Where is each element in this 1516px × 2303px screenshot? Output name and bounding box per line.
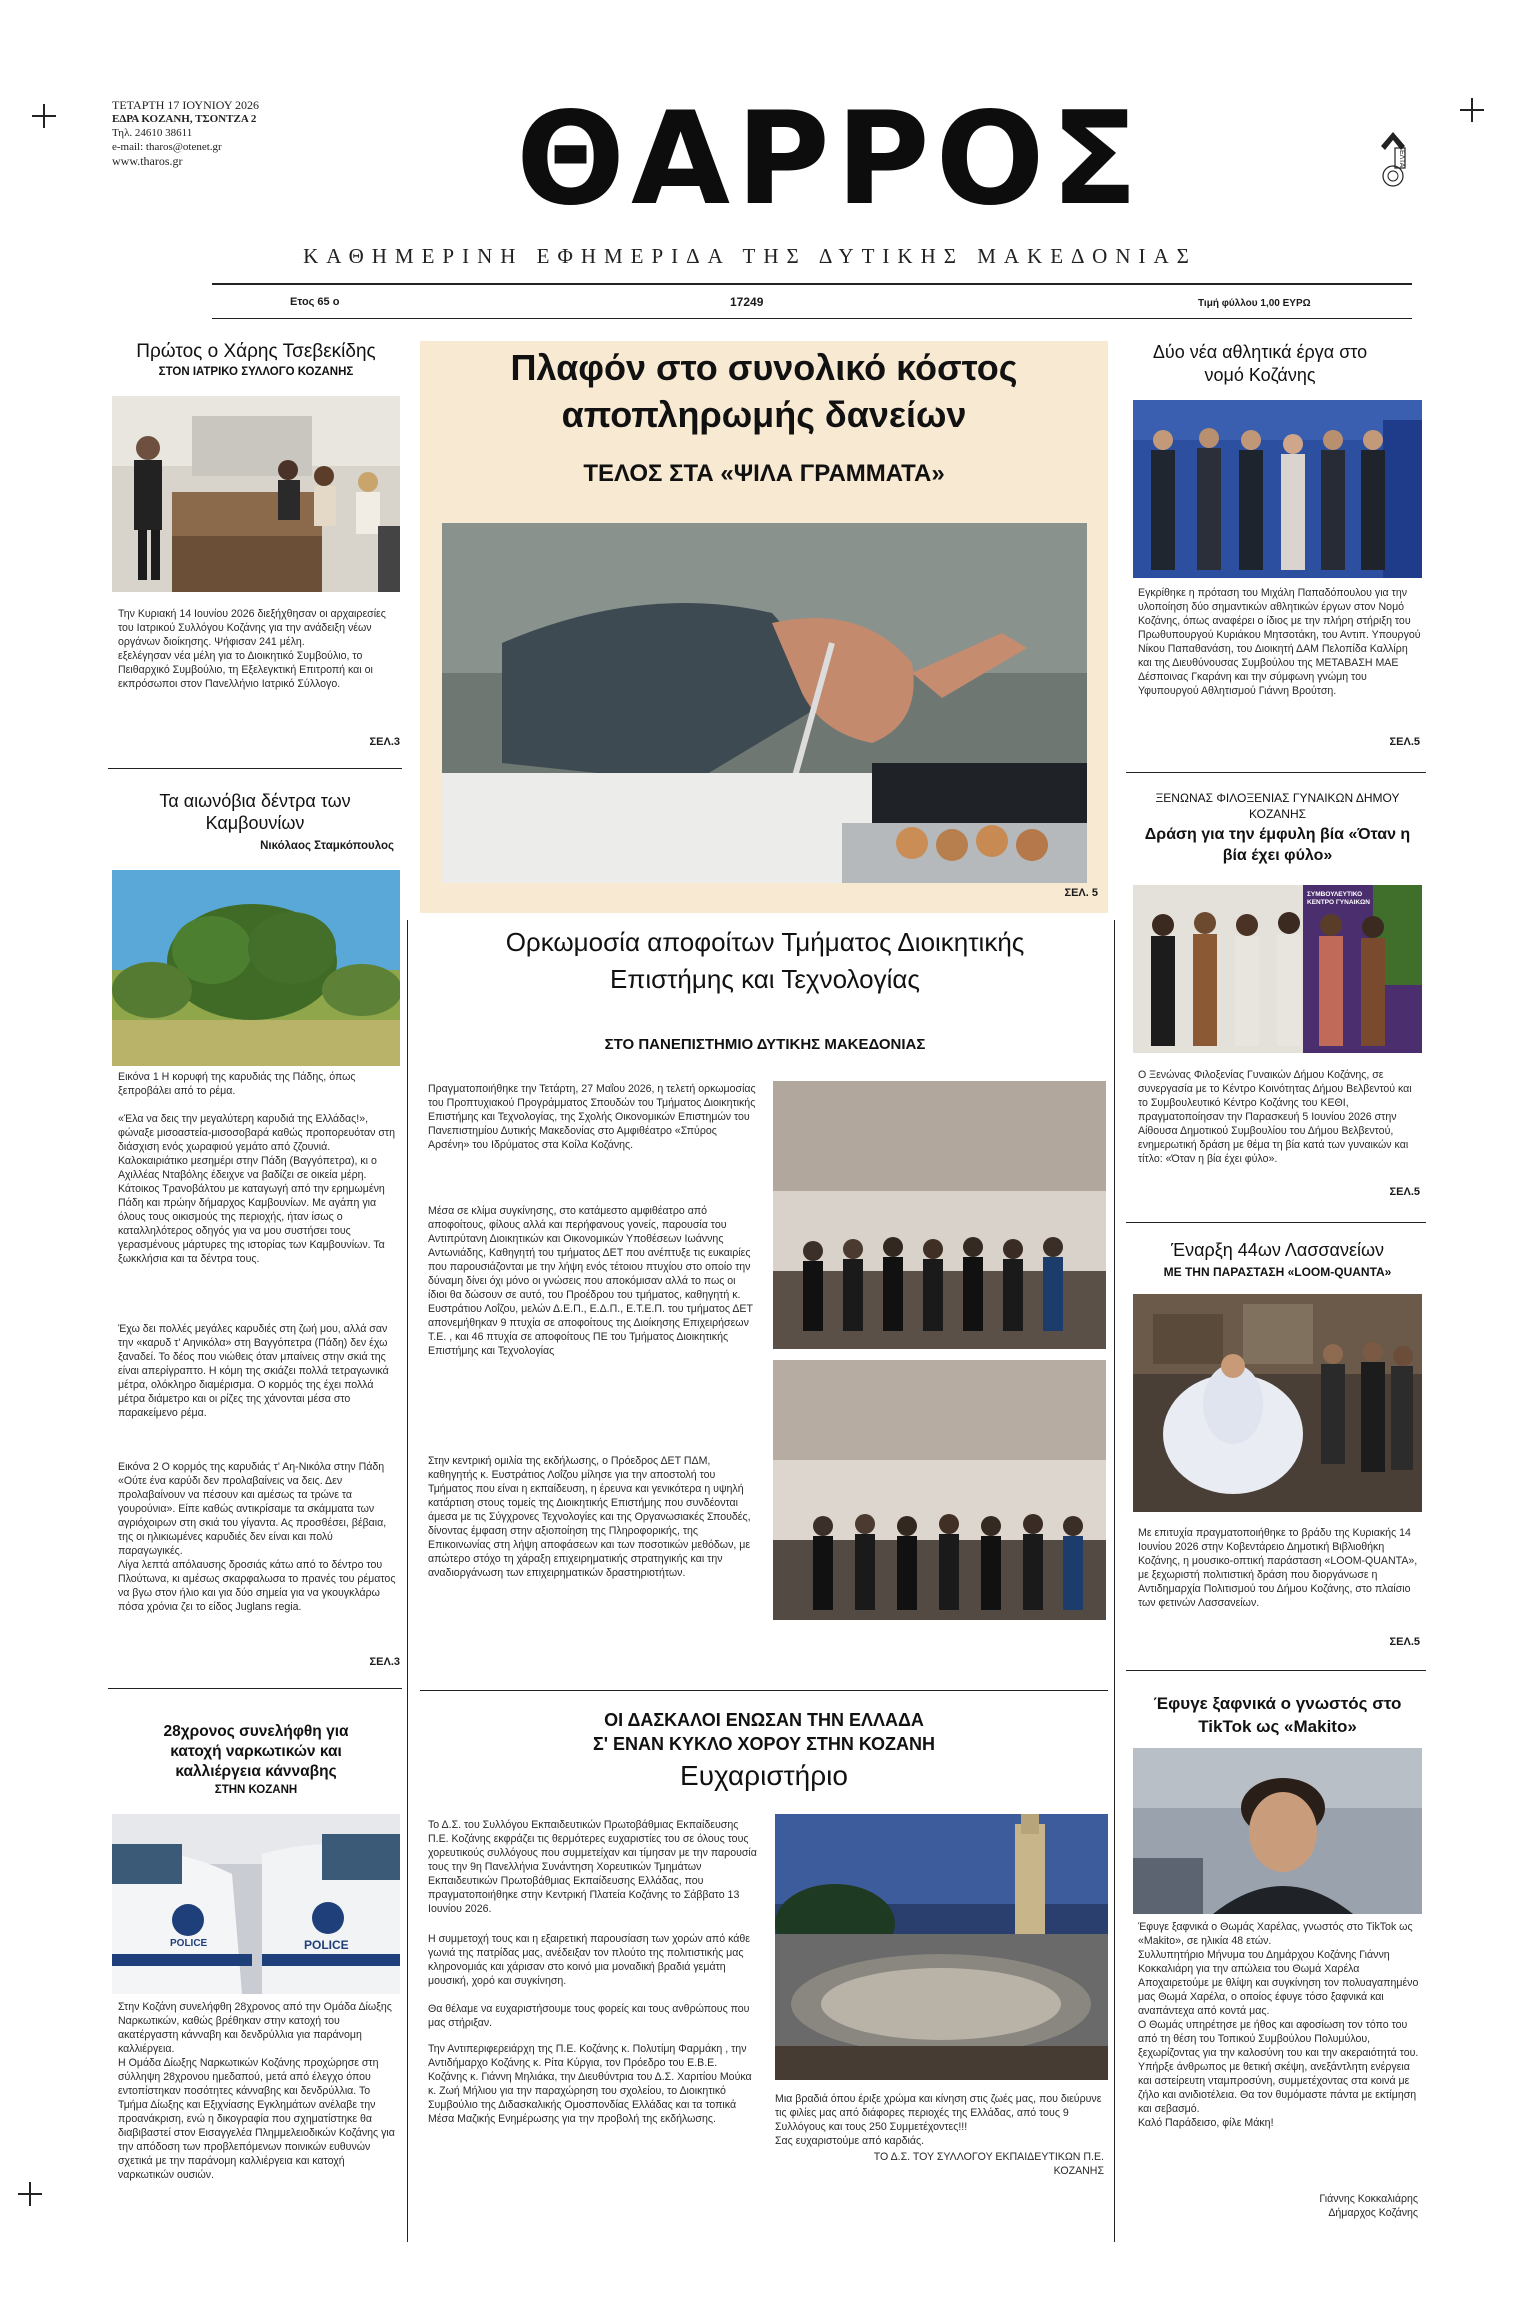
tagline: ΚΑΘΗΜΕΡΙΝΗ ΕΦΗΜΕΡΙΔΑ ΤΗΣ ΔΥΤΙΚΗΣ ΜΑΚΕΔΟΝΙΑΣ (303, 244, 1197, 268)
right-a2-title: Δράση για την έμφυλη βία «Όταν η βία έχει φύλο» (1144, 826, 1411, 864)
right-a2-body: Ο Ξενώνας Φιλοξενίας Γυναικών Δήμου Κοζάνης, σε συνεργασία με το Κέντρο Κοινότητας Δήμου Βελβεντού και το Συμβουλευτικό Κέντρο Κοζάνης του ΚΕΘΙ, πραγματοποίησαν την Παρασκευή 5 Ιουνίου 2026 στην Αίθουσα Δημοτικού Συμβουλίου του Δήμου Βελβεντού, ενημερωτική δράση με θέμα τη βία κατά των γυναικών και τίτλο: «Όταν η βία έχει φύλο». (1138, 1069, 1412, 1165)
right-rule-2 (1126, 1222, 1426, 1223)
lead-title: Πλαφόν στο συνολικό κόστος αποπληρωμής δανείων (510, 347, 1018, 435)
left-a1-sub: ΣΤΟΝ ΙΑΤΡΙΚΟ ΣΥΛΛΟΓΟ ΚΟΖΑΝΗΣ (158, 366, 354, 378)
left-a2-caption: Εικόνα 1 Η κορυφή της καρυδιάς της Πάδης, όπως ξεπροβάλει από το ρέμα. (118, 1071, 356, 1097)
crop-mark-bottom-left (18, 2182, 42, 2206)
right-a3-page-ref: ΣΕΛ.5 (1389, 1636, 1420, 1648)
photo-gender-violence-event (1133, 885, 1422, 1053)
left-a1-body: Την Κυριακή 14 Ιουνίου 2026 διεξήχθησαν οι αρχαιρεσίες του Ιατρικού Συλλόγου Κοζάνης για την ανάδειξη νέων οργάνων διοίκησης. Ψήφισαν 241 μέλη. εξελέγησαν νέα μέλη για το Διοικητικό Συμβούλιο, το Πειθαρχικό Συμβούλιο, τη Εξελεγκτική Επιτροπή και οι εκπρόσωποι στον Πανελλήνιο Ιατρικό Σύλλογο. (118, 608, 386, 690)
photo-graduation-1 (773, 1081, 1106, 1349)
right-a4-title: Έφυγε ξαφνικά ο γνωστός στο TikTok ως «Makito» (1153, 1694, 1402, 1736)
crop-mark-top-right (1460, 98, 1484, 122)
right-rule-1 (1126, 772, 1426, 773)
right-column-rule (1114, 920, 1115, 2242)
dance-sign-2: ΚΟΖΑΝΗΣ (1053, 2165, 1104, 2177)
lead-subtitle: ΤΕΛΟΣ ΣΤΑ «ΨΙΛΑ ΓΡΑΜΜΑΤΑ» (583, 460, 945, 487)
left-a2-title: Τα αιωνόβια δέντρα των Καμβουνίων (159, 791, 351, 833)
photo-dance-circle (775, 1814, 1108, 2080)
masthead-meta (112, 98, 312, 168)
photo-loan-signing (442, 523, 1087, 883)
left-a2-p3: Εικόνα 2 Ο κορμός της καρυδιάς τ' Αη-Νικόλα στην Πάδη «Ούτε ένα καρύδι δεν προλαβαίνεις να δεις. Δεν προλαβαίνουν να πέσουν και αμέσως τα τρώνε τα γουρούνια». Είπε καθώς αντικρίσαμε τα σκάμματα των αγριόχοιρων στη σκιά του γίγαντα. Ας προσθέσει, βέβαια, της οι ηλικιωμένες καρυδιές δεν είναι και πολύ παραγωγικές. Λίγα λεπτά απόλαυσης δροσιάς κάτω από το δέντρο του Πλούτωνα, κι αμέσως σκαρφαλωσα το πρανές του ρέματος να βγω στον ήλιο και για δύο σημεία για να γκουγκλάρω πόσα χρόνια ζει το είδος Juglans regia. (118, 1461, 396, 1613)
lead-page-ref: ΣΕΛ. 5 (1064, 887, 1098, 899)
left-a3-title: 28χρονος συνελήφθη για κατοχή ναρκωτικών και καλλιέργεια κάνναβης (163, 1723, 349, 1780)
left-a2-p1: «Έλα να δεις την μεγαλύτερη καρυδιά της Ελλάδας!», φώναξε μισοαστεία-μισοσοβαρά καθώς προπορευόταν στη διάσχιση ενός χωραφιού γεμάτο από ζζουνιά. Καλοκαιριάτικο μεσημέρι στην Πάδη (Βαγγόπετρα), κι ο Αχιλλέας Νταβόλης έδειχνε να βαδίζει σε οικεία μέρη. Κάτοικος Τρανοβάλτου με καταγωγή από την ερημωμένη Πάδη και πρώην δήμαρχος Καμβουνίων. Με αγάπη για όλους τους οικισμούς της περιοχής, ήταν ίσως ο καταλληλότερος οδηγός για να μου συστήσει τους γερασμένους μάρτυρες της ιστορίας των Καμβουνίων. Τα ξωκκλήσια και τα δέντρα τους. (118, 1113, 395, 1265)
left-column-rule (407, 920, 408, 2242)
center-rule (420, 1690, 1108, 1691)
right-a4-body: Έφυγε ξαφνικά ο Θωμάς Χαρέλας, γνωστός στο TikTok ως «Makito», σε ηλικία 48 ετών. Συλλυπητήριο Μήνυμα του Δημάρχου Κοζάνης Γιάννη Κοκκαλιάρη για την απώλεια του Θωμά Χαρέλα Αποχαιρετούμε με θλίψη και συγκίνηση τον πολυαγαπημένο μας Θωμά Χαρέλα, ο οποίος έφυγε τόσο ξαφνικά και αναπάντεχα από κοντά μας. Ο Θωμάς υπηρέτησε με ήθος και αφοσίωση τον τόπο του από τη θέση του Τοπικού Συμβούλου Πολυμύλου, ξεχωρίζοντας για την καλοσύνη του και την ακεραιότητά του. Υπήρξε άνθρωπος με θετική σκέψη, ανεξάντλητη ενέργεια και αστείρευτη νταμπροσύνη, συμμετέχοντας στα κοινά με ζήλο και ανιδιοτέλεια. Θα τον θυμόμαστε πάντα με εκτίμηση και σεβασμό. Καλό Παράδεισο, φίλε Μάκη! (1138, 1921, 1419, 2129)
photo-makito (1133, 1748, 1422, 1914)
right-a3-body: Με επιτυχία πραγματοποιήθηκε το βράδυ της Κυριακής 14 Ιουνίου 2026 στην Κοβεντάρειο Δημοτική Βιβλιοθήκη Κοζάνης, η μουσικο-οπτική παράσταση «LOOM-QUANTA», με ξεχωριστή πολιτιστική δράση που διοργάνωσε η Αντιδημαρχία Πολιτισμού του Δήμου Κοζάνης, στο πλαίσιο των φετινών Λασσανείων. (1138, 1527, 1418, 1609)
right-a4-sign-1: Γιάννης Κοκκαλιάρης (1319, 2193, 1418, 2205)
right-a1-body: Εγκρίθηκε η πρόταση του Μιχάλη Παπαδόπουλου για την υλοποίηση δύο σημαντικών αθλητικών έργων στον Νομό Κοζάνης, όπως αναφέρει ο ίδιος με την πλήρη στήριξη του Πρωθυπουργού Κυριάκου Μητσοτάκη, του Αντιπ. Υπουργού Νίκου Παπαθανάση, του Διοικητή ΔΑΜ Πελοπίδα Καλλίρη και της Διευθύνουσας Συμβούλου της ΜΕΤΑΒΑΣΗ ΜΑΕ Δέσποινας Γκαράνη και την σύμφωνη γνώμη του Υφυπουργού Αθλητισμού Γιάννη Βρούτση. (1138, 587, 1421, 697)
right-a1-title: Δύο νέα αθλητικά έργα στο νομό Κοζάνης (1152, 342, 1368, 385)
dance-p1: Το Δ.Σ. του Συλλόγου Εκπαιδευτικών Πρωτοβάθμιας Εκπαίδευσης Π.Ε. Κοζάνης εκφράζει τις θερμότερες ευχαριστίες του σε όλους τους χορευτικούς συλλόγους που συμμετείχαν και τίμησαν με την παρουσία τους την 9η Πανελλήνια Συνάντηση Χορευτικών Τμημάτων Εκπαιδευτικών Πρωτοβάθμιας Εκπαίδευσης Ελλάδας, που πραγματοποιήθηκε στην Κεντρική Πλατεία Κοζάνης το Σάββατο 13 Ιουνίου 2026. (428, 1819, 757, 1915)
right-a3-sub: ΜΕ ΤΗΝ ΠΑΡΑΣΤΑΣΗ «LOOM-QUANTA» (1163, 1265, 1392, 1279)
photo-loom-quanta (1133, 1294, 1422, 1512)
dance-p2: Η συμμετοχή τους και η εξαιρετική παρουσίαση των χορών από κάθε γωνιά της πατρίδας μας, ανέδειξαν τον πλούτο της πολιτιστικής μας κληρονομιάς και χάρισαν στο κοινό μια μοναδική βραδιά γεμάτη μουσική, χορό και συγκίνηση. (428, 1933, 750, 1987)
grad-p1: Πραγματοποιήθηκε την Τετάρτη, 27 Μαΐου 2026, η τελετή ορκωμοσίας του Προπτυχιακού Προγράμματος Σπουδών του Τμήματος Διοικητικής Επιστήμης και Τεχνολογίας, της Σχολής Οικονομικών Επιστημών του Πανεπιστημίου Δυτικής Μακεδονίας στο Αμφιθέατρο «Σπύρος Αρσένη» του Ιδρύματος στα Κοίλα Κοζάνης. (428, 1083, 756, 1151)
elta-logo (1375, 128, 1411, 188)
phone: Τηλ. 24610 38611 (112, 127, 193, 139)
masthead-rule-top (212, 283, 1412, 285)
left-a2-page-ref: ΣΕΛ.3 (369, 1656, 400, 1668)
event-banner-text: ΣΥΜΒΟΥΛΕΥΤΙΚΟ ΚΕΝΤΡΟ ΓΥΝΑΙΚΩΝ (1307, 891, 1370, 906)
masthead-rule-bottom (212, 318, 1412, 319)
dance-p4: Την Αντιπεριφερειάρχη της Π.Ε. Κοζάνης κ. Πολυτίμη Φαρμάκη , την Αντιδήμαρχο Κοζάνης κ. Ρίτα Κύργια, τον Πρόεδρο του Ε.Β.Ε. Κοζάνης κ. Γιάννη Μηλιάκα, την Διευθύντρια του Δ.Σ. Χαριτίου Μούκα κ. Ζωή Μήλιου για την παραχώρηση του σχολείου, το Διοικητικό Συμβούλιο της Διδασκαλικής Ομοσπονδίας Ελλάδας και τα τοπικά Μέσα Μαζικής Ενημέρωσης για την προβολή της εκδήλωσης. (428, 2043, 752, 2125)
photo-walnut-tree (112, 870, 400, 1066)
grad-p3: Στην κεντρική ομιλία της εκδήλωσης, ο Πρόεδρος ΔΕΤ ΠΔΜ, καθηγητής κ. Ευστράτιος Λοΐζου μίλησε για την αποστολή του Τμήματος που είναι η εκπαίδευση, η έρευνα και γενικότερα η υψηλή κατάρτιση στους τομείς της Διοικητικής Επιστήμης που συνδέονται άμεσα με τις Σύγχρονες Τεχνολογίες και της Οργανωσιακές Σπουδές, δίνοντας έμφαση στην αξιοποίηση της Πληροφορικής, της Επικοινωνίας στη λήψη αποφάσεων και των ποσοτικών μεθόδων, με απώτερο στόχο τη χάραξη επιχειρηματικής στρατηγικής και την αναδιοργάνωση των επιχειρηματικών δραστηριοτήτων. (428, 1455, 751, 1579)
newspaper-title: ΘΑΡΡΟΣ (516, 85, 1144, 234)
dance-subtitle-2: Σ' ΕΝΑΝ ΚΥΚΛΟ ΧΟΡΟΥ ΣΤΗΝ ΚΟΖΑΝΗ (592, 1734, 936, 1754)
website[interactable]: www.tharos.gr (112, 154, 183, 168)
right-a3-title: Έναρξη 44ων Λασσανείων (1170, 1240, 1385, 1260)
email: e-mail: tharos@otenet.gr (112, 141, 222, 153)
photo-graduation-2 (773, 1360, 1106, 1620)
left-rule-2 (108, 1688, 402, 1689)
right-a1-page-ref: ΣΕΛ.5 (1389, 736, 1420, 748)
right-a4-sign-2: Δήμαρχος Κοζάνης (1328, 2207, 1418, 2219)
photo-police-cars (112, 1814, 400, 1994)
grad-title: Ορκωμοσία αποφοίτων Τμήματος Διοικητικής Επιστήμης και Τεχνολογίας (505, 927, 1025, 994)
elta-label: ΕΛΤΑ (1398, 150, 1405, 168)
dance-caption: Μια βραδιά όπου έριξε χρώμα και κίνηση στις ζωές μας, που διεύρυνε τις φιλίες μας από διάφορες περιοχές της Ελλάδας, από τους 9 Συλλόγους και τους 250 Συμμετέχοντες!!! Σας ευχαριστούμε από καρδιάς. (775, 2093, 1102, 2147)
price-label: Τιμή φύλλου 1,00 ΕΥΡΩ (1198, 298, 1311, 309)
right-rule-3 (1126, 1670, 1426, 1671)
left-a3-sub: ΣΤΗΝ ΚΟΖΑΝΗ (214, 1784, 298, 1796)
police-label-right: POLICE (304, 1938, 349, 1952)
right-a2-sup: ΞΕΝΩΝΑΣ ΦΙΛΟΞΕΝΙΑΣ ΓΥΝΑΙΚΩΝ ΔΗΜΟΥ ΚΟΖΑΝΗΣ (1155, 791, 1400, 821)
police-label-left: POLICE (170, 1938, 208, 1949)
right-a2-page-ref: ΣΕΛ.5 (1389, 1186, 1420, 1198)
left-rule-1 (108, 768, 402, 769)
photo-medical-association (112, 396, 400, 592)
grad-subtitle: ΣΤΟ ΠΑΝΕΠΙΣΤΗΜΙΟ ΔΥΤΙΚΗΣ ΜΑΚΕΔΟΝΙΑΣ (604, 1036, 926, 1053)
issue-number: 17249 (730, 295, 764, 309)
left-a2-p2: Έχω δει πολλές μεγάλες καρυδιές στη ζωή μου, αλλά σαν την «καρυδ τ' Αηνικόλα» στη Βαγγόπετρα (Πάδη) δεν έχω ξαναδεί. Το δέος που νιώθεις όταν μπαίνεις στην σκιά της είναι απερίγραπτο. Η κόμη της σκιάζει πολλά τετραγωνικά μέτρα, ολόκληρο διαμέρισμα. Ο κορμός της έχει πολλά μέτρα διάμετρο και οι ρίζες της χάνονται μέσα στο παρακείμενο ρέμα. (118, 1323, 389, 1419)
year-label: Ετος 65 ο (290, 296, 340, 308)
dance-sign-1: ΤΟ Δ.Σ. ΤΟΥ ΣΥΛΛΟΓΟΥ ΕΚΠΑΙΔΕΥΤΙΚΩΝ Π.Ε. (873, 2151, 1104, 2163)
left-a3-body: Στην Κοζάνη συνελήφθη 28χρονος από την Ομάδα Δίωξης Ναρκωτικών, καθώς βρέθηκαν στην κατοχή του ακατέργαστη κάνναβη και δενδρύλλια για παράνομη καλλιέργεια. Η Ομάδα Δίωξης Ναρκωτικών Κοζάνης προχώρησε στη σύλληψη 28χρονου ημεδαπού, μετά από έλεγχο όπου εντοπίστηκαν ποσότητες κάνναβης και δενδρύλλια. Το Τμήμα Δίωξης και Εξιχνίασης Εγκλημάτων ανέλαβε την προανάκριση, ενώ η δικογραφία που σχηματίστηκε θα διαβιβαστεί στον Εισαγγελέα Πλημμελειοδικών Κοζάνης για την απόδοση των προβλεπόμενων ποινικών ευθυνών σχετικά με την παράνομη καλλιέργεια και κατοχή ναρκωτικών ουσιών. (118, 2001, 395, 2181)
grad-p2: Μέσα σε κλίμα συγκίνησης, στο κατάμεστο αμφιθέατρο από αποφοίτους, φίλους αλλά και περήφανους γονείς, παρουσία του Αντιπρύτανη Διοικητικών και Οικονομικών Υποθέσεων Ιωάννης Αντωνιάδης, Καθηγητή του τμήματος ΔΕΤ που ανέπτυξε τις ευκαιρίες που παρουσιάζονται με την λήψη ενός τέτοιου πτυχίου στο οποίο την δύναμη δίνει όχι μόνο οι γνώσεις που αποκόμισαν αλλά το πως οι ίδιοι θα δώσουν σε αυτό, του Προέδρου του τμήματος, καθηγητή κ. Ευστράτιου Λοΐζου, μελών Δ.Ε.Π., Ε.Δ.Π., Ε.Τ.Ε.Π. του τμήματος ΔΕΤ απονεμήθηκαν 9 πτυχία σε αποφοίτους της Διοίκησης Επιχειρήσεων Τ.Ε. , και 46 πτυχία σε αποφοίτους ΠΕ του Τμήματος Διοικητικής Επιστήμης και Τεχνολογίας (428, 1205, 753, 1357)
dance-p3: Θα θέλαμε να ευχαριστήσουμε τους φορείς και τους ανθρώπους που μας στήριξαν. (428, 2003, 750, 2029)
photo-sports-projects (1133, 400, 1422, 578)
left-a2-author: Νικόλαος Σταμκόπουλος (260, 840, 394, 852)
dance-subtitle-1: ΟΙ ΔΑΣΚΑΛΟΙ ΕΝΩΣΑΝ ΤΗΝ ΕΛΛΑΔΑ (604, 1710, 924, 1730)
issue-date: ΤΕΤΑΡΤΗ 17 ΙΟΥΝΙΟΥ 2026 (112, 98, 260, 112)
left-a1-title: Πρώτος ο Χάρης Τσεβεκίδης (136, 341, 376, 362)
crop-mark-top-left (32, 104, 56, 128)
address: ΕΔΡΑ ΚΟΖΑΝΗ, ΤΣΟΝΤΖΑ 2 (112, 113, 257, 125)
dance-title: Ευχαριστήριο (680, 1760, 848, 1791)
left-a1-page-ref: ΣΕΛ.3 (369, 736, 400, 748)
